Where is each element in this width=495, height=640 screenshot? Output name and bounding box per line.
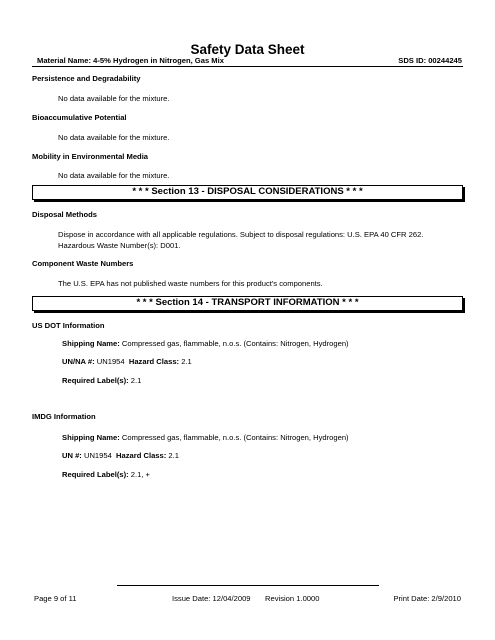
waste-numbers-text: The U.S. EPA has not published waste numbers for this product's components. xyxy=(58,279,323,288)
shipping-name-value: Compressed gas, flammable, n.o.s. (Contains: Nitrogen, Hydrogen) xyxy=(119,433,349,442)
footer-divider xyxy=(117,585,379,586)
persistence-text: No data available for the mixture. xyxy=(58,94,170,103)
us-dot-labels-line xyxy=(62,376,141,385)
hazard-class-label: Hazard Class: xyxy=(126,357,180,366)
disposal-methods-text: Dispose in accordance with all applicable regulations. Subject to disposal regulations: U.S. EPA 40 CFR 262. Hazardous Waste Number(s): D001. xyxy=(58,230,424,250)
imdg-heading: IMDG Information xyxy=(32,412,96,421)
imdg-un-line xyxy=(62,451,179,460)
imdg-shipping-name xyxy=(62,433,349,442)
us-dot-shipping-name xyxy=(62,339,349,348)
print-date: Print Date: 2/9/2010 xyxy=(393,594,461,603)
bioaccumulative-text: No data available for the mixture. xyxy=(58,133,170,142)
bioaccumulative-heading: Bioaccumulative Potential xyxy=(32,113,127,122)
page-title: Safety Data Sheet xyxy=(190,42,305,57)
hazard-class-value: 2.1 xyxy=(179,357,192,366)
shipping-name-value: Compressed gas, flammable, n.o.s. (Contains: Nitrogen, Hydrogen) xyxy=(119,339,349,348)
imdg-labels-line xyxy=(62,470,150,479)
hazard-class-value: 2.1 xyxy=(166,451,179,460)
un-label: UN #: xyxy=(62,451,82,460)
issue-date: Issue Date: 12/04/2009 xyxy=(172,594,251,603)
us-dot-un-line xyxy=(62,357,192,366)
section-13-banner: * * * Section 13 - DISPOSAL CONSIDERATIONS * * * xyxy=(32,185,463,200)
required-labels-value: 2.1, + xyxy=(128,470,150,479)
page-number: Page 9 of 11 xyxy=(34,594,77,603)
shipping-name-label: Shipping Name: xyxy=(62,339,120,348)
header-divider xyxy=(32,66,463,67)
un-label: UN/NA #: xyxy=(62,357,95,366)
shipping-name-label: Shipping Name: xyxy=(62,433,120,442)
sds-id: SDS ID: 00244245 xyxy=(398,56,462,65)
revision: Revision 1.0000 xyxy=(265,594,320,603)
waste-numbers-heading: Component Waste Numbers xyxy=(32,259,134,268)
section-14-banner: * * * Section 14 - TRANSPORT INFORMATION * * * xyxy=(32,296,463,311)
mobility-heading: Mobility in Environmental Media xyxy=(32,152,149,161)
un-value: UN1954 xyxy=(94,357,127,366)
material-name: Material Name: 4-5% Hydrogen in Nitrogen, Gas Mix xyxy=(37,56,224,65)
un-value: UN1954 xyxy=(81,451,114,460)
persistence-heading: Persistence and Degradability xyxy=(32,74,141,83)
disposal-methods-heading: Disposal Methods xyxy=(32,210,97,219)
required-labels-label: Required Label(s): xyxy=(62,470,129,479)
required-labels-label: Required Label(s): xyxy=(62,376,129,385)
us-dot-heading: US DOT Information xyxy=(32,321,105,330)
required-labels-value: 2.1 xyxy=(128,376,142,385)
hazard-class-label: Hazard Class: xyxy=(113,451,167,460)
mobility-text: No data available for the mixture. xyxy=(58,171,170,180)
